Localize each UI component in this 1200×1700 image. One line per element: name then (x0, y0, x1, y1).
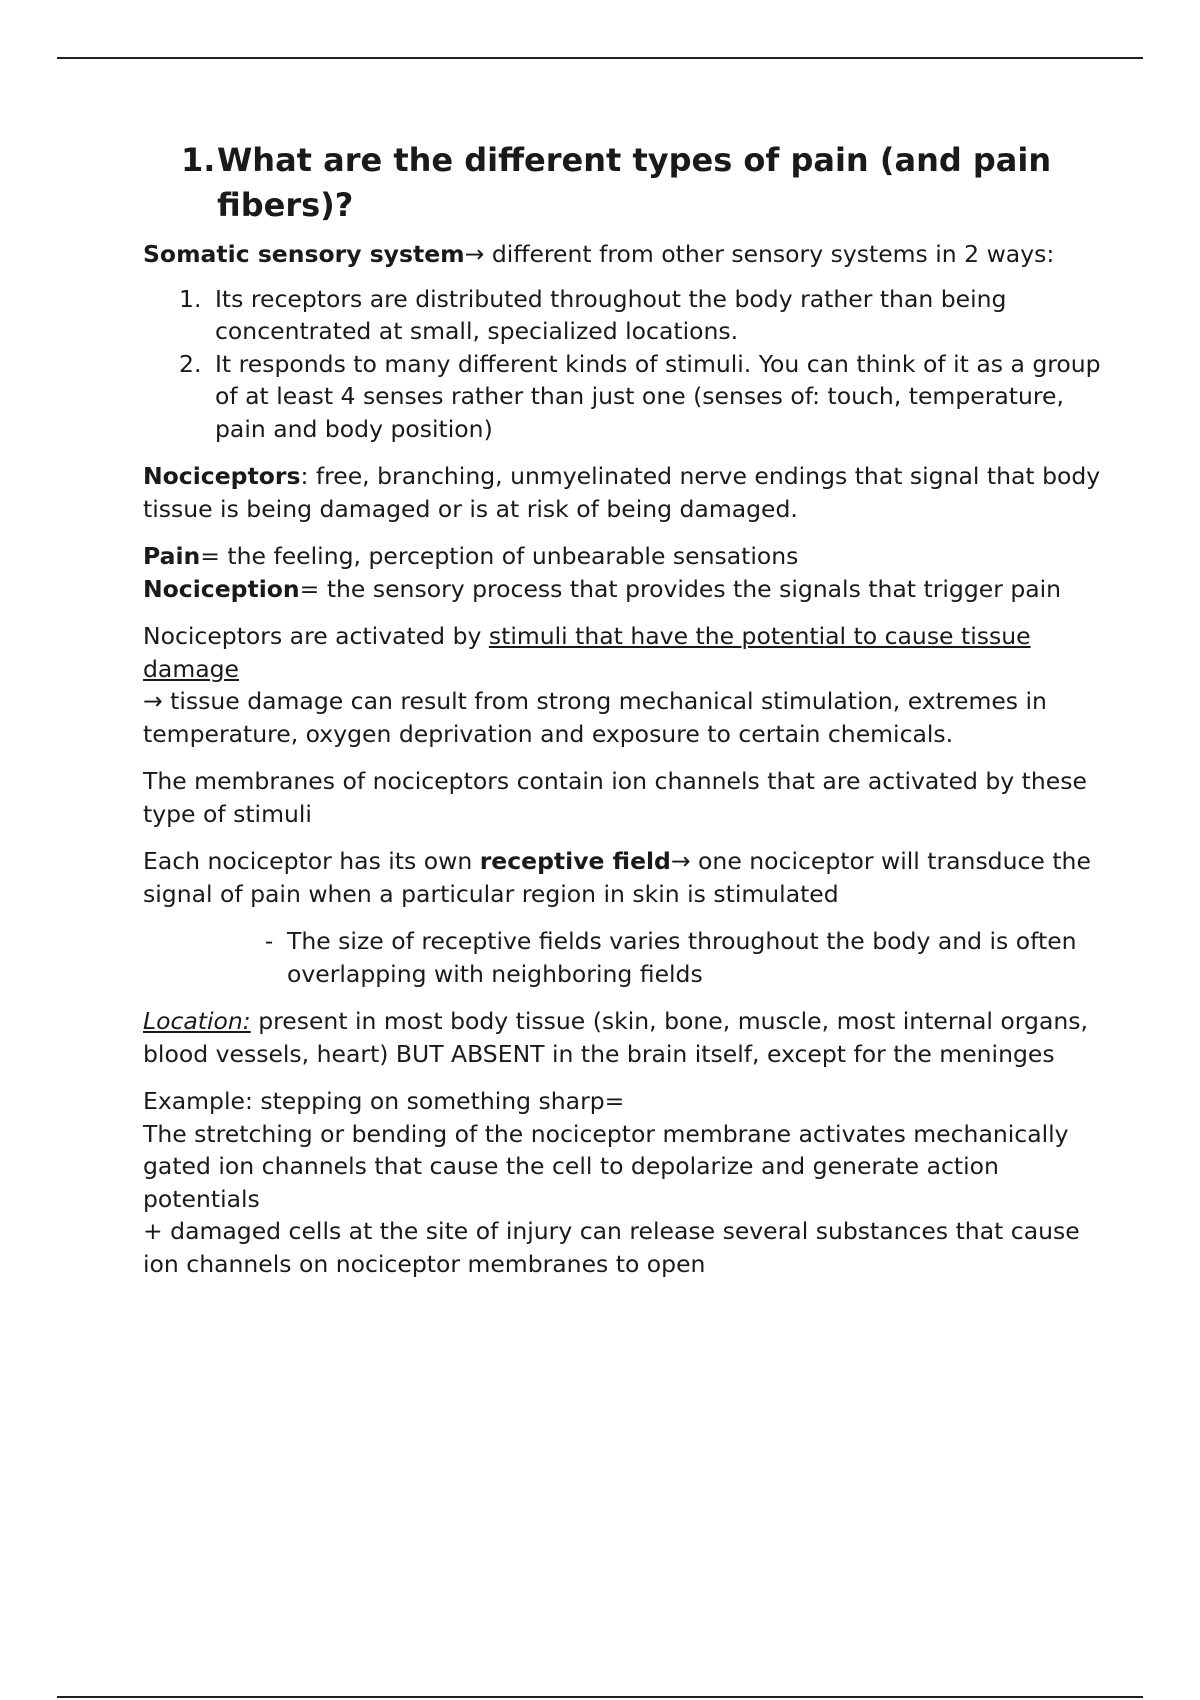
somatic-paragraph (143, 238, 1103, 271)
membranes-paragraph: The membranes of nociceptors contain ion channels that are activated by these type of stimuli (143, 767, 1087, 828)
example-line-2: The stretching or bending of the nociceptor membrane activates mechanically gated ion channels that cause the cell to depolarize and generate action potentials (143, 1119, 1069, 1213)
nociceptors-paragraph (143, 460, 1103, 525)
receptive-rest: → one nociceptor will transduce the signal of pain when a particular region in skin is stimulated (143, 847, 1091, 908)
activation-detail: → tissue damage can result from strong mechanical stimulation, extremes in temperature, oxygen deprivation and exposure to certain chemicals. (143, 687, 1047, 748)
location-paragraph (143, 1005, 1103, 1070)
somatic-term: Somatic sensory system (143, 240, 465, 268)
location-label: Location: (143, 1007, 251, 1035)
nociceptors-term: Nociceptors (143, 462, 301, 490)
receptive-term: receptive field (479, 847, 671, 875)
somatic-rest: → different from other sensory systems in 2 ways: (464, 240, 1055, 268)
section-heading (181, 138, 1103, 228)
nociception-term: Nociception (143, 574, 300, 603)
dash-bullet (251, 925, 1103, 990)
heading-number: 1. (181, 141, 216, 179)
heading-text: What are the different types of pain (and pain fibers)? (217, 141, 1052, 224)
list-item-number: 2. (179, 349, 202, 378)
receptive-lead: Each nociceptor has its own (143, 847, 480, 875)
document-body (143, 138, 1103, 1295)
activation-paragraph (143, 620, 1103, 750)
list-item-number: 1. (179, 284, 202, 313)
pain-definitions (143, 540, 1103, 605)
activation-underlined: stimuli that have the potential to cause tissue damage (143, 622, 1031, 683)
example-paragraph (143, 1085, 1103, 1280)
list-item-text: Its receptors are distributed throughout the body rather than being concentrated at small, specialized locations. (215, 284, 1007, 345)
pain-definition: = the feeling, perception of unbearable sensations (200, 542, 799, 570)
example-line-1: Example: stepping on something sharp= (143, 1087, 625, 1115)
somatic-list (179, 283, 1103, 446)
activation-lead: Nociceptors are activated by (143, 622, 489, 650)
receptive-paragraph (143, 845, 1103, 910)
nociception-definition: = the sensory process that provides the signals that trigger pain (299, 574, 1062, 603)
list-item (179, 348, 1103, 446)
pain-term: Pain (143, 542, 201, 570)
dash-text: The size of receptive fields varies throughout the body and is often overlapping with neighboring fields (287, 927, 1077, 988)
list-item (179, 283, 1103, 348)
location-text: present in most body tissue (skin, bone, muscle, most internal organs, blood vessels, heart) BUT ABSENT in the brain itself, except for the meninges (143, 1007, 1088, 1068)
header-rule (57, 57, 1143, 59)
example-line-3: + damaged cells at the site of injury can release several substances that cause ion channels on nociceptor membranes to open (143, 1217, 1080, 1278)
nociceptors-definition: : free, branching, unmyelinated nerve endings that signal that body tissue is being damaged or is at risk of being damaged. (143, 462, 1101, 523)
list-item-text: It responds to many different kinds of stimuli. You can think of it as a group of at least 4 senses rather than just one (senses of: touch, temperature, pain and body position) (215, 349, 1101, 443)
dash-marker: - (264, 927, 274, 955)
footer-rule (57, 1696, 1143, 1698)
